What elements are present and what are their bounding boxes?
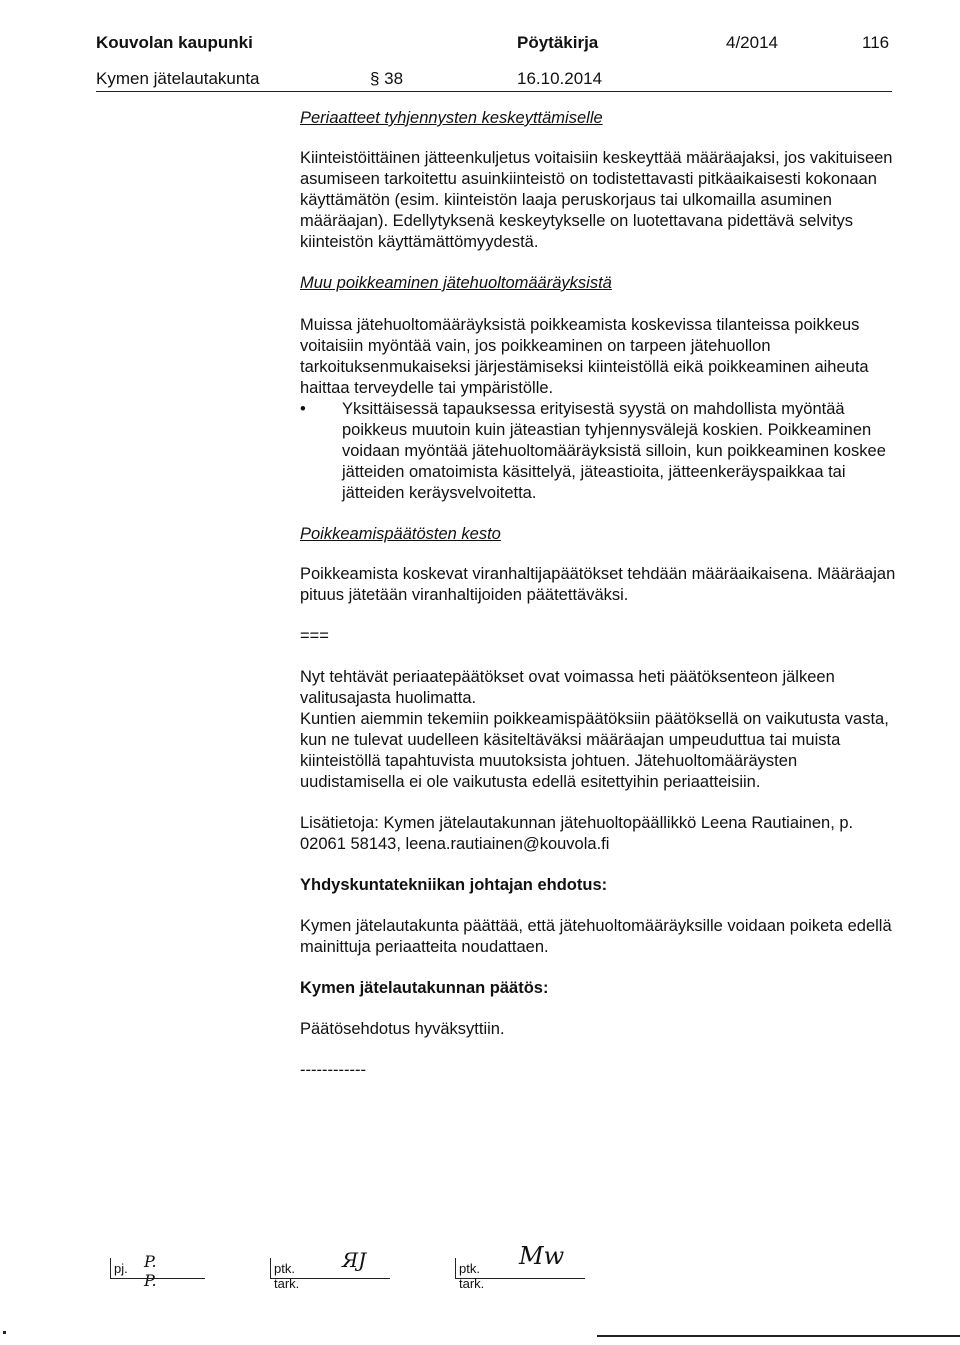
proposal-heading: Yhdyskuntatekniikan johtajan ehdotus: [300,876,608,894]
section-number: § 38 [370,69,404,88]
committee-name: Kymen jätelautakunta [96,69,260,88]
contact-info: Lisätietoja: Kymen jätelautakunnan jätehuoltopäällikkö Leena Rautiainen, p. 02061 58143, leena.rautiainen@kouvola.fi [300,814,854,853]
document-body [300,108,900,1081]
section-title: Muu poikkeaminen jätehuoltomääräyksistä [300,274,612,292]
paragraph: Kiinteistöittäinen jätteenkuljetus voitaisiin keskeyttää määräajaksi, jos vakituiseen asumiseen tarkoitettu asuinkiinteistö on todistettavasti pitkäaikaisesti kokonaan käyttämätön (esim. kiinteistön laaja peruskorjaus tai ulkomailla asuminen määräajan). Edellytyksenä keskeytykselle on luotettavana pidettävä selvitys kiinteistön käyttämättömyydestä. [300,149,893,251]
section-title: Poikkeamispäätösten kesto [300,525,501,543]
decision-text: Päätösehdotus hyväksyttiin. [300,1020,505,1038]
header-divider [96,91,892,92]
footer-rule [597,1335,960,1337]
list-item [300,399,900,504]
issue-number: 4/2014 [726,33,778,52]
signature-label: pj. [114,1261,128,1276]
scan-mark [3,1331,6,1334]
signature-label: ptk. tark. [459,1261,485,1291]
end-marker: ------------ [300,1061,366,1079]
document-type: Pöytäkirja [517,33,599,52]
bullet-icon: • [300,400,306,418]
proposal-text: Kymen jätelautakunta päättää, että jätehuoltomääräyksille voidaan poiketa edellä mainittuja periaatteita noudattaen. [300,917,892,956]
signature-initials: Mw [519,1242,565,1270]
meeting-date: 16.10.2014 [517,69,603,88]
paragraph: Kuntien aiemmin tekemiin poikkeamispäätöksiin päätöksellä on vaikutusta vasta, kun ne tulevat uudelleen käsiteltäväksi määräajan umpeuduttua tai muista kiinteistöllä tapahtuvista muutoksista johtuen. Jätehuoltomääräysten uudistamisella ei ole vaikutusta edellä esitettyihin periaatteisiin. [300,710,889,791]
signature-initials: ЯJ [342,1248,367,1272]
paragraph: Muissa jätehuoltomääräyksistä poikkeamista koskevissa tilanteissa poikkeus voitaisiin myöntää vain, jos poikkeaminen on tarpeen jätehuollon tarkoituksenmukaiseksi järjestämiseksi kiinteistöllä eikä poikkeaminen aiheuta haittaa terveydelle tai ympäristölle. [300,316,869,397]
separator: === [300,627,329,645]
section-title: Periaatteet tyhjennysten keskeyttämiselle [300,109,603,127]
paragraph: Nyt tehtävät periaatepäätökset ovat voimassa heti päätöksenteon jälkeen valitusajasta huolimatta. [300,668,835,707]
signature-initials: P. P. [144,1252,157,1290]
page-number: 116 [862,33,890,52]
signature-label: ptk. tark. [274,1261,300,1291]
organization-name: Kouvolan kaupunki [96,33,253,52]
decision-heading: Kymen jätelautakunnan päätös: [300,979,549,997]
paragraph: Poikkeamista koskevat viranhaltijapäätökset tehdään määräaikaisena. Määräajan pituus jätetään viranhaltijoiden päätettäväksi. [300,565,896,604]
list-item-text: Yksittäisessä tapauksessa erityisestä syystä on mahdollista myöntää poikkeus muutoin kuin jäteastian tyhjennysvälejä koskien. Poikkeaminen voidaan myöntää jätehuoltomääräyksistä silloin, kun poikkeaminen koskee jätteiden omatoimista käsittelyä, jäteastioita, jätteenkeräyspaikkaa tai jätteiden keräysvelvoitetta. [342,400,886,502]
